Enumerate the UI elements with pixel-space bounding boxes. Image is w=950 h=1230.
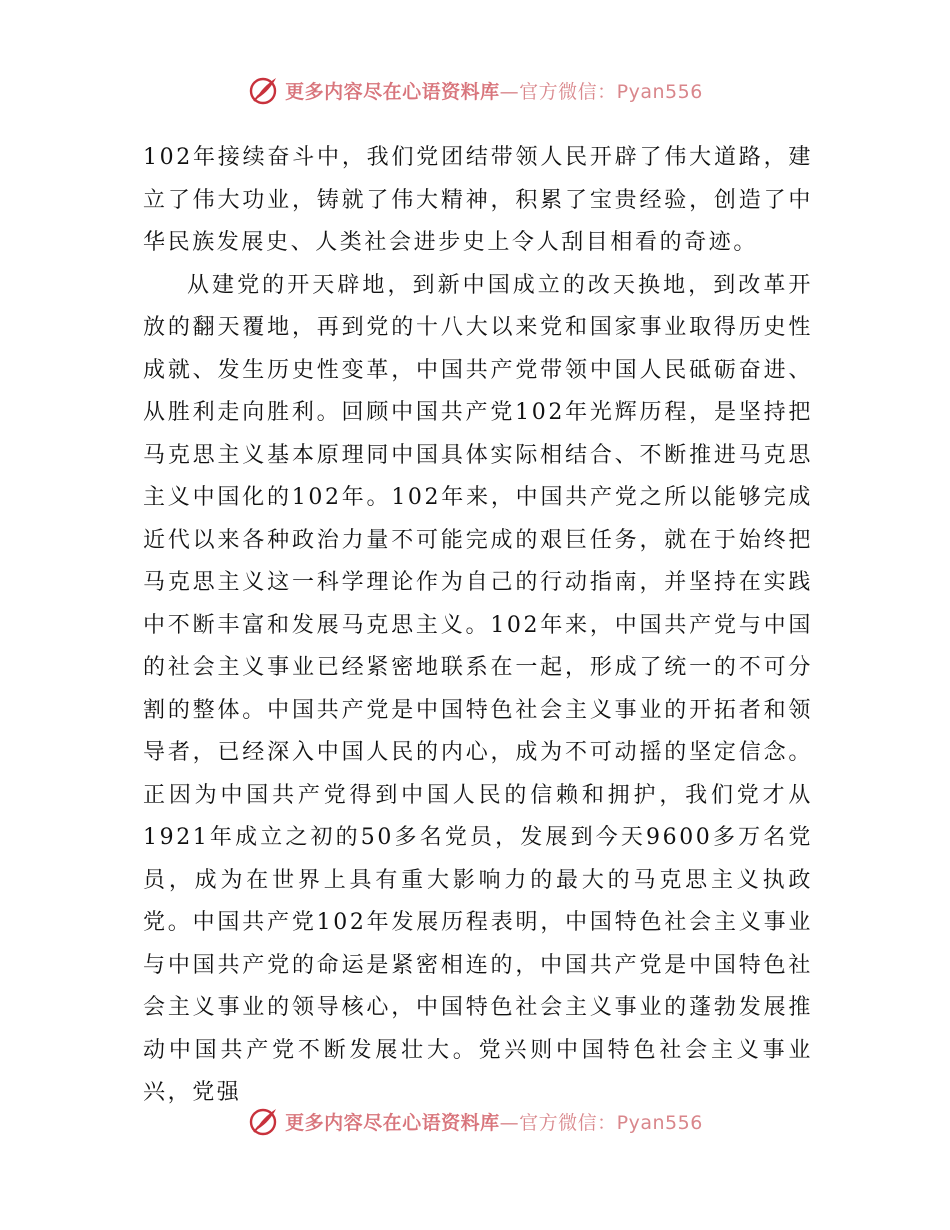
header-banner-text (285, 77, 703, 104)
document-body (143, 137, 813, 1115)
header-banner-rest: —官方微信：Pyan556 (499, 80, 703, 103)
header-banner-main: 更多内容尽在心语资料库 (285, 80, 500, 103)
paragraph-1: 102年接续奋斗中，我们党团结带领人民开辟了伟大道路，建立了伟大功业，铸就了伟大精神，积累了宝贵经验，创造了中华民族发展史、人类社会进步史上令人刮目相看的奇迹。 (143, 145, 813, 255)
footer-watermark-banner (0, 1101, 950, 1141)
quill-logo-icon (247, 1105, 279, 1137)
footer-banner-main: 更多内容尽在心语资料库 (285, 1111, 500, 1134)
footer-banner-text (285, 1108, 703, 1135)
quill-logo-icon (247, 74, 279, 106)
footer-banner-rest: —官方微信：Pyan556 (499, 1111, 703, 1134)
paragraph-2: 从建党的开天辟地，到新中国成立的改天换地，到改革开放的翻天覆地，再到党的十八大以来党和国家事业取得历史性成就、发生历史性变革，中国共产党带领中国人民砥砺奋进、从胜利走向胜利。回顾中国共产党102年光辉历程，是坚持把马克思主义基本原理同中国具体实际相结合、不断推进马克思主义中国化的102年。102年来，中国共产党之所以能够完成近代以来各种政治力量不可能完成的艰巨任务，就在于始终把马克思主义这一科学理论作为自己的行动指南，并坚持在实践中不断丰富和发展马克思主义。102年来，中国共产党与中国的社会主义事业已经紧密地联系在一起，形成了统一的不可分割的整体。中国共产党是中国特色社会主义事业的开拓者和领导者，已经深入中国人民的内心，成为不可动摇的坚定信念。正因为中国共产党得到中国人民的信赖和拥护，我们党才从1921年成立之初的50多名党员，发展到今天9600多万名党员，成为在世界上具有重大影响力的最大的马克思主义执政党。中国共产党102年发展历程表明，中国特色社会主义事业与中国共产党的命运是紧密相连的，中国共产党是中国特色社会主义事业的领导核心，中国特色社会主义事业的蓬勃发展推动中国共产党不断发展壮大。党兴则中国特色社会主义事业兴，党强 (143, 272, 813, 1105)
header-watermark-banner (0, 70, 950, 110)
